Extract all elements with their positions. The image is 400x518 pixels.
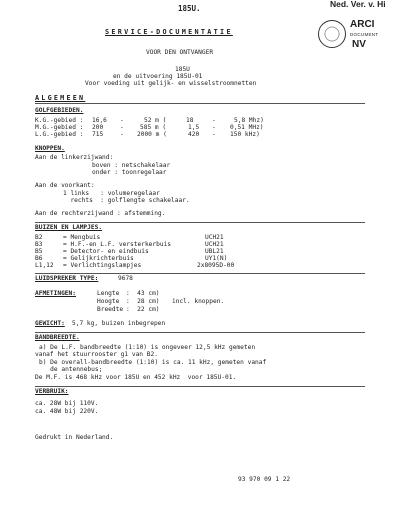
- gewicht-heading: GEWICHT:: [35, 320, 65, 327]
- band-dash: -: [212, 124, 216, 131]
- divider: [35, 103, 365, 104]
- afmeting-value: : 28 cm): [126, 298, 160, 305]
- band-d: 150 kHz): [230, 131, 260, 138]
- section-algemeen: ALGEMEEN: [35, 94, 86, 102]
- archive-stamp: [318, 18, 398, 58]
- band-c: 1,5: [188, 124, 200, 131]
- buis-desc: = Detector- en eindbuis: [63, 248, 149, 255]
- afmeting-extra: incl. knoppen.: [172, 298, 225, 305]
- archive-stamp-header: Ned. Ver. v. Hi: [330, 0, 386, 9]
- verbruik-line: ca. 48W bij 220V.: [35, 408, 99, 415]
- model-number: 185U: [175, 66, 190, 73]
- buis-desc: = Mengbuis: [63, 234, 101, 241]
- bandbreedte-line: De M.F. is 468 kHz voor 185U en 452 kHz voor 185U-01.: [35, 374, 237, 381]
- band-d: 0,51 MHz): [230, 124, 264, 131]
- afmeting-label: Breedte: [97, 306, 124, 313]
- divider: [35, 273, 365, 274]
- band-dash: -: [120, 117, 124, 124]
- band-dash: -: [120, 124, 124, 131]
- band-d: 5,8 Mhz): [234, 117, 264, 124]
- band-label: K.G.-gebied :: [35, 117, 84, 124]
- gewicht-value: 5,7 kg, buizen inbegrepen: [72, 320, 166, 327]
- archive-abbr: NV: [352, 39, 366, 50]
- band-b: 585 m (: [140, 124, 167, 131]
- divider: [35, 222, 365, 223]
- printed-in: Gedrukt in Nederland.: [35, 434, 114, 441]
- afmetingen-heading: AFMETINGEN:: [35, 290, 76, 297]
- buizen-heading: BUIZEN EN LAMPJES.: [35, 224, 103, 231]
- afmeting-value: : 43 cm): [126, 290, 160, 297]
- buis-desc: = Gelijkrichterbuis: [63, 255, 134, 262]
- band-dash: -: [212, 131, 216, 138]
- model-variant: en de uitvoering 185U-01: [113, 73, 203, 80]
- band-dash: -: [120, 131, 124, 138]
- buis-ref: B6: [35, 255, 43, 262]
- band-label: M.G.-gebied :: [35, 124, 84, 131]
- bandbreedte-line: b) De overall-bandbreedte (1:10) is ca. 11 kHz, gemeten vanaf: [39, 359, 267, 366]
- buis-desc: = Verlichtingslampjes: [63, 262, 142, 269]
- document-title: SERVICE-DOCUMENTATIE: [105, 28, 233, 36]
- afmeting-value: : 22 cm): [126, 306, 160, 313]
- bandbreedte-line: de antennebus;: [39, 366, 103, 373]
- band-c: 420: [188, 131, 200, 138]
- archive-logo-icon: [318, 20, 346, 48]
- band-b: 52 m (: [144, 117, 167, 124]
- buis-ref: B5: [35, 248, 43, 255]
- verbruik-line: ca. 28W bij 110V.: [35, 400, 99, 407]
- buis-type: 2x8095D-00: [197, 262, 235, 269]
- linkerzijwand-label: Aan de linkerzijwand:: [35, 154, 114, 161]
- buis-desc: = H.F.-en L.F. versterkerbuis: [63, 241, 172, 248]
- band-label: L.G.-gebied :: [35, 131, 84, 138]
- divider: [35, 332, 365, 333]
- luidspreker-value: 9678: [118, 275, 133, 282]
- archive-sub: DOCUMENT: [350, 32, 379, 37]
- band-c: 18: [186, 117, 194, 124]
- luidspreker-heading: LUIDSPREKER TYPE:: [35, 275, 99, 282]
- voorkant-line: 1 links : volumeregelaar: [63, 190, 160, 197]
- bandbreedte-line: a) De L.F. bandbreedte (1:10) is ongeveer 12,5 kHz gemeten: [39, 344, 256, 351]
- afmeting-label: Lengte: [97, 290, 120, 297]
- linkerzijwand-line: boven : netschakelaar: [92, 162, 171, 169]
- document-number: 93 970 09 1 22: [238, 476, 291, 483]
- buis-type: UBL21: [205, 248, 224, 255]
- model-power: Voor voeding uit gelijk- en wisselstroomnetten: [85, 80, 257, 87]
- divider: [35, 386, 365, 387]
- band-a: 715: [92, 131, 104, 138]
- bandbreedte-heading: BANDBREEDTE.: [35, 334, 80, 341]
- archive-name: ARCI: [350, 19, 375, 30]
- buis-type: UY1(N): [205, 255, 228, 262]
- band-b: 2000 m (: [137, 131, 167, 138]
- knoppen-heading: KNOPPEN.: [35, 145, 65, 152]
- band-a: 200: [92, 124, 104, 131]
- band-dash: -: [212, 117, 216, 124]
- rechterzijwand-line: Aan de rechterzijwand : afstemming.: [35, 210, 166, 217]
- buis-ref: L1,12: [35, 262, 54, 269]
- band-a: 16,6: [92, 117, 107, 124]
- golfgebieden-heading: GOLFGEBIEDEN.: [35, 107, 84, 114]
- verbruik-heading: VERBRUIK:: [35, 388, 69, 395]
- document-subtitle: VOOR DEN ONTVANGER: [146, 49, 214, 56]
- buis-type: UCH21: [205, 234, 224, 241]
- buis-ref: B3: [35, 241, 43, 248]
- bandbreedte-line: vanaf het stuurrooster g1 van B2.: [35, 351, 158, 358]
- page-number: 185U.: [178, 4, 201, 13]
- voorkant-label: Aan de voorkant:: [35, 182, 95, 189]
- linkerzijwand-line: onder : toonregelaar: [92, 169, 167, 176]
- voorkant-line: rechts : golflengte schakelaar.: [63, 197, 190, 204]
- buis-type: UCH21: [205, 241, 224, 248]
- buis-ref: B2: [35, 234, 43, 241]
- afmeting-label: Hoogte: [97, 298, 120, 305]
